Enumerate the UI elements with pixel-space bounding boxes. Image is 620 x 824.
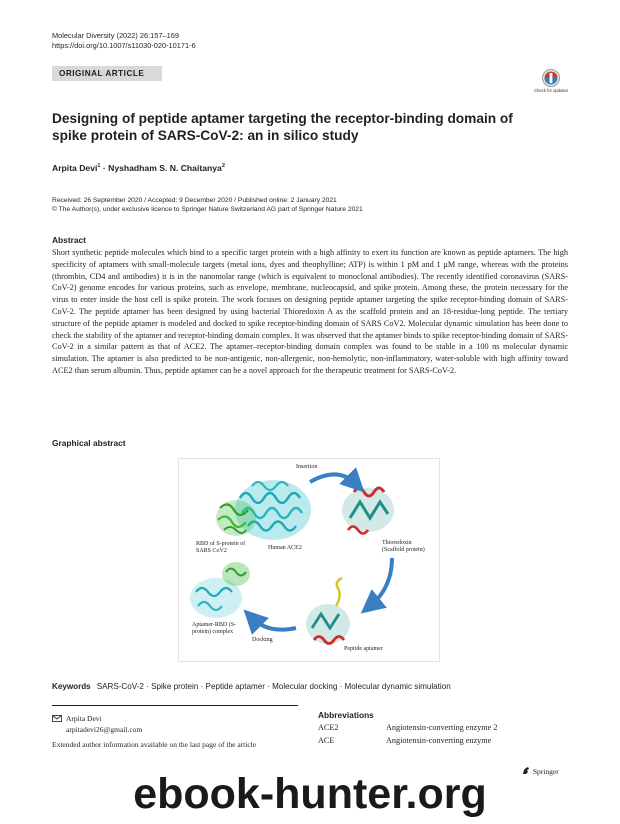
abbreviation-term: ACE2 xyxy=(318,723,339,732)
author-affiliation: 2 xyxy=(221,163,225,170)
label-rbd: RBD of S-protein of xyxy=(196,541,246,547)
crossmark-label: Check for updates xyxy=(534,88,568,93)
graphical-abstract-heading: Graphical abstract xyxy=(52,438,126,448)
abbreviation-row xyxy=(318,735,497,748)
author-email[interactable]: arpitadevi26@gmail.com xyxy=(66,725,143,735)
author-list xyxy=(52,163,225,173)
abbreviation-definition: Angiotensin-converting enzyme xyxy=(386,735,492,745)
keywords-label: Keywords xyxy=(52,682,91,691)
extended-info-note: Extended author information available on the last page of the article xyxy=(52,739,257,749)
author-separator: · xyxy=(100,163,109,173)
abbreviation-row xyxy=(318,722,497,735)
author-affiliation: 1 xyxy=(97,163,101,170)
label-docking: Docking xyxy=(252,637,273,643)
abbreviations-list xyxy=(318,722,497,748)
abbreviation-term: ACE xyxy=(318,735,335,745)
abbreviations-heading: Abbreviations xyxy=(318,710,374,720)
journal-citation: Molecular Diversity (2022) 26:157–169 xyxy=(52,31,179,40)
correspondence xyxy=(52,713,256,750)
footnote-divider xyxy=(52,705,298,706)
rbd-structure xyxy=(216,500,256,536)
keywords-list: SARS-CoV-2 · Spike protein · Peptide aptamer · Molecular docking · Molecular dynamic simulation xyxy=(96,682,451,691)
journal-doi[interactable]: https://doi.org/10.1007/s11030-020-10171-6 xyxy=(52,40,196,50)
author-name[interactable]: Nyshadham S. N. Chaitanya xyxy=(108,163,222,173)
copyright-line: © The Author(s), under exclusive licence to Springer Nature Switzerland AG part of Springer Nature 2021 xyxy=(52,206,363,214)
corresponding-author: Arpita Devi xyxy=(66,714,102,723)
watermark: ebook-hunter.org xyxy=(133,770,487,818)
article-dates xyxy=(52,196,363,214)
label-peptide-aptamer: Peptide aptamer xyxy=(344,646,383,652)
label-insertion: Insertion xyxy=(296,464,318,470)
abstract-text: Short synthetic peptide molecules which bind to a specific target protein with a high affinity to exert its function are known as peptide aptamers. The high specificity of aptamers with small-molecule targets (metal ions, dyes and theophylline; ATP) is within 1 pM and 1 μM range, whereas with the proteins (thrombin, CD4 and antibodies) it is in the nanomolar range (which is equivalent to monoclonal antibodies). The recently identified coronavirus (SARS-CoV-2) genome encodes for various proteins, such as envelope, membrane, nucleocapsid, and spike protein. Among these, the protein necessary for the virus to enter inside the host cell is spike protein. The work focuses on designing peptide aptamer targeting the spike receptor-binding domain of SARS-CoV-2. The peptide aptamer has been designed by using bacterial Thioredoxin A as the scaffold protein and an 18-residue-long peptide. The tertiary structure of the peptide aptamer is modeled and docked to spike receptor-binding domain of SARS CoV2. Molecular dynamic simulation has been done to check the stability of the aptamer and receptor-binding domain complex. It was observed that the aptamer binds to spike receptor-binding domain of SARS-CoV-2 in a similar pattern as that of ACE2. The aptamer–receptor-binding domain complex was found to be stable in a 100 ns molecular dynamic simulation. The aptamer is also predicted to be non-antigenic, non-allergenic, non-hemolytic, non-inflammatory, water-soluble with high affinity toward ACE2 than serum albumin. Thus, peptide aptamer can be a novel approach for the therapeutic treatment for SARS-CoV-2. xyxy=(52,248,568,375)
graphical-abstract-figure xyxy=(178,458,440,662)
history-line: Received: 26 September 2020 / Accepted: 9 December 2020 / Published online: 2 January 2021 xyxy=(52,197,337,204)
label-thioredoxin: Thioredoxin xyxy=(382,540,412,546)
article-type-badge: ORIGINAL ARTICLE xyxy=(52,66,162,81)
label-thioredoxin-sub: (Scaffold protein) xyxy=(382,547,425,553)
author-name[interactable]: Arpita Devi xyxy=(52,163,98,173)
label-rbd-sub: SARS CoV2 xyxy=(196,548,227,554)
abbreviation-definition: Angiotensin-converting enzyme 2 xyxy=(386,723,498,732)
keywords xyxy=(52,682,451,691)
abstract-heading: Abstract xyxy=(52,235,86,245)
envelope-icon xyxy=(52,715,62,722)
label-complex: Aptamer-RBD (S- xyxy=(192,622,237,628)
label-complex-sub: protein) complex xyxy=(192,629,234,635)
label-human-ace2: Human ACE2 xyxy=(268,545,302,551)
publisher-name: Springer xyxy=(532,767,559,776)
journal-header xyxy=(52,31,196,50)
article-title: Designing of peptide aptamer targeting the receptor-binding domain of spike protein of SARS-CoV-2: an in silico study xyxy=(52,111,513,143)
